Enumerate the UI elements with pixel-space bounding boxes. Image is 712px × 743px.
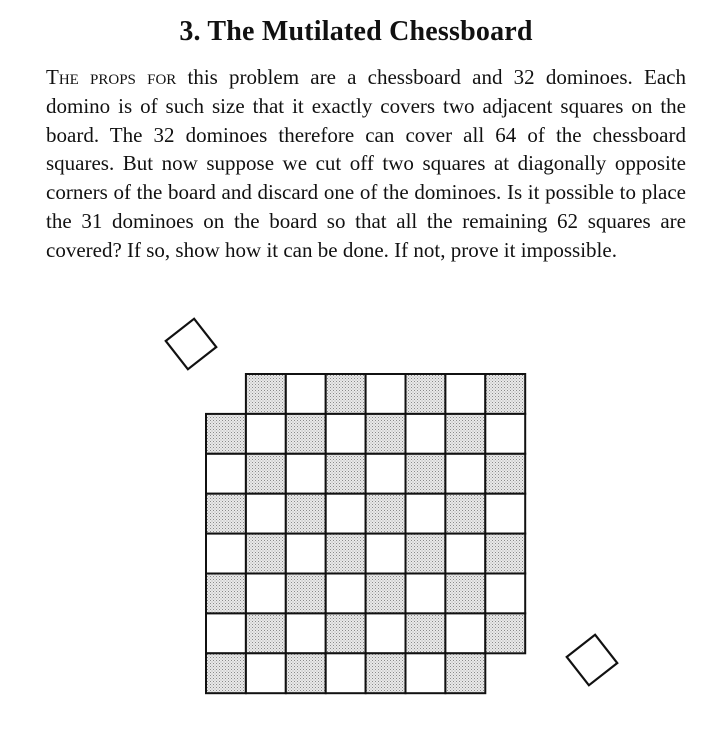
- light-square: [286, 454, 326, 494]
- dark-square: [445, 653, 485, 693]
- dark-square: [366, 414, 406, 454]
- dark-square: [406, 613, 446, 653]
- light-square: [366, 534, 406, 574]
- dark-square: [246, 613, 286, 653]
- light-square: [326, 653, 366, 693]
- cut-off-square-top-left: [166, 319, 217, 370]
- light-square: [485, 574, 525, 614]
- light-square: [246, 414, 286, 454]
- dark-square: [246, 454, 286, 494]
- dark-square: [286, 574, 326, 614]
- light-square: [406, 574, 446, 614]
- light-square: [286, 374, 326, 414]
- lead-in-smallcaps: The props for: [46, 65, 177, 89]
- dark-square: [246, 534, 286, 574]
- section-title: 3. The Mutilated Chessboard: [179, 16, 533, 47]
- dark-square: [485, 454, 525, 494]
- light-square: [286, 534, 326, 574]
- dark-square: [206, 414, 246, 454]
- dark-square: [206, 653, 246, 693]
- light-square: [246, 653, 286, 693]
- dark-square: [445, 494, 485, 534]
- dark-square: [206, 574, 246, 614]
- light-square: [206, 613, 246, 653]
- light-square: [246, 494, 286, 534]
- dark-square: [286, 494, 326, 534]
- light-square: [485, 414, 525, 454]
- light-square: [286, 613, 326, 653]
- light-square: [445, 454, 485, 494]
- light-square: [445, 374, 485, 414]
- light-square: [206, 454, 246, 494]
- light-square: [406, 414, 446, 454]
- dark-square: [485, 374, 525, 414]
- dark-square: [326, 534, 366, 574]
- dark-square: [406, 374, 446, 414]
- dark-square: [485, 613, 525, 653]
- light-square: [445, 534, 485, 574]
- dark-square: [445, 574, 485, 614]
- light-square: [326, 574, 366, 614]
- light-square: [485, 494, 525, 534]
- dark-square: [246, 374, 286, 414]
- dark-square: [366, 494, 406, 534]
- light-square: [326, 414, 366, 454]
- dark-square: [406, 454, 446, 494]
- light-square: [366, 613, 406, 653]
- light-square: [206, 534, 246, 574]
- light-square: [326, 494, 366, 534]
- dark-square: [406, 534, 446, 574]
- light-square: [406, 494, 446, 534]
- light-square: [445, 613, 485, 653]
- light-square: [246, 574, 286, 614]
- dark-square: [485, 534, 525, 574]
- dark-square: [326, 374, 366, 414]
- dark-square: [326, 613, 366, 653]
- cut-off-square-bottom-right: [567, 635, 618, 686]
- light-square: [366, 374, 406, 414]
- dark-square: [286, 653, 326, 693]
- dark-square: [366, 653, 406, 693]
- dark-square: [286, 414, 326, 454]
- chessboard: [206, 374, 525, 693]
- light-square: [406, 653, 446, 693]
- dark-square: [445, 414, 485, 454]
- dark-square: [366, 574, 406, 614]
- dark-square: [326, 454, 366, 494]
- dark-square: [206, 494, 246, 534]
- light-square: [366, 454, 406, 494]
- problem-body: this problem are a chessboard and 32 dominoes. Each domino is of such size that it exactly covers two adjacent squares on the board. The 32 dominoes therefore can cover all 64 of the chessboard squares. But now suppose we cut off two squares at diagonally opposite corners of the board and discard one of the dominoes. Is it possible to place the 31 dominoes on the board so that all the remaining 62 squares are covered? If so, show how it can be done. If not, prove it impossible.: [46, 65, 686, 262]
